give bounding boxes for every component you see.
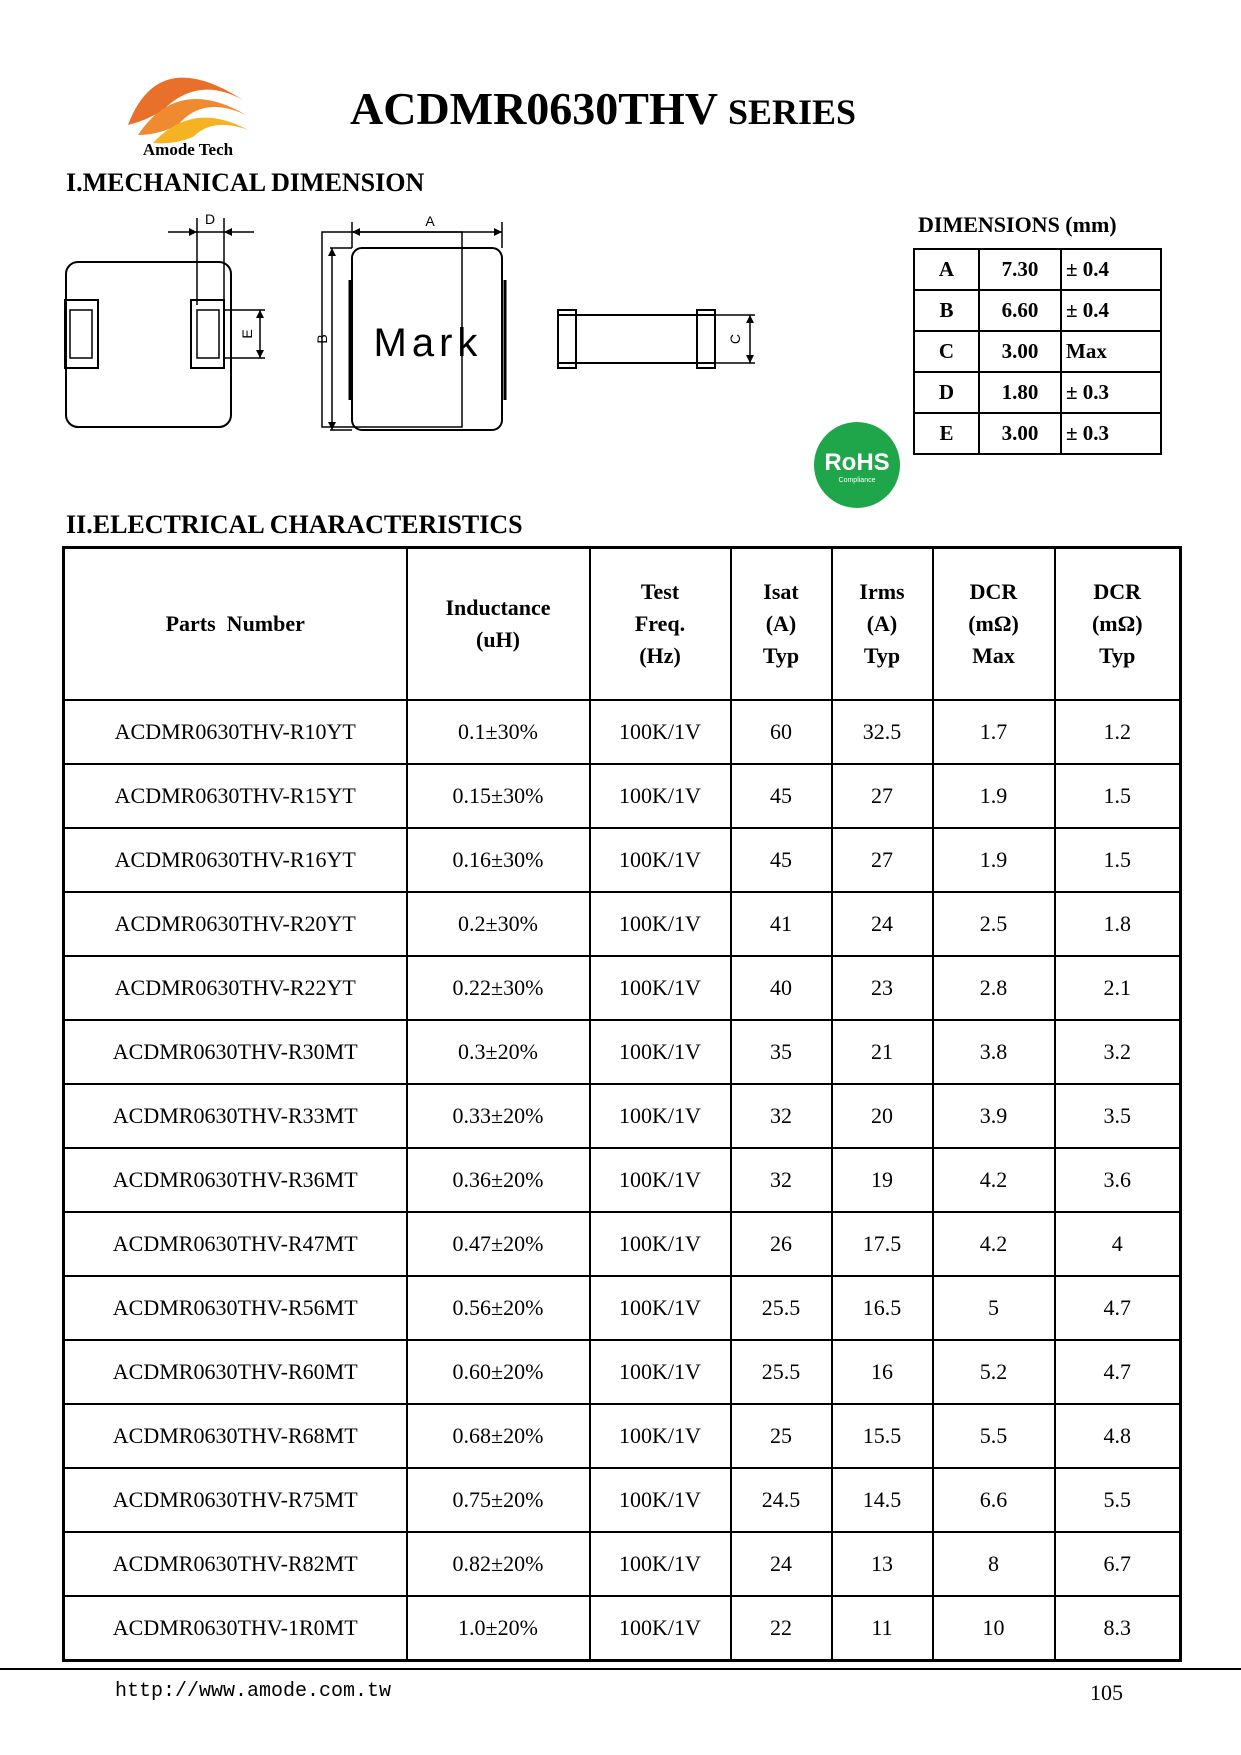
table-cell: 24: [731, 1532, 832, 1596]
table-cell: 100K/1V: [590, 1212, 731, 1276]
dimension-value: 7.30: [979, 249, 1061, 290]
table-cell: 25.5: [731, 1340, 832, 1404]
table-row: [64, 1340, 1181, 1404]
dimension-row: [914, 249, 1161, 290]
dimension-value: 6.60: [979, 290, 1061, 331]
table-cell: 0.22±30%: [407, 956, 590, 1020]
table-row: [64, 1532, 1181, 1596]
dimension-row: [914, 331, 1161, 372]
column-header: [64, 548, 407, 701]
table-cell: ACDMR0630THV-R68MT: [64, 1404, 407, 1468]
table-cell: ACDMR0630THV-R82MT: [64, 1532, 407, 1596]
table-cell: 0.75±20%: [407, 1468, 590, 1532]
section-heading-electrical: II.ELECTRICAL CHARACTERISTICS: [66, 510, 523, 539]
table-cell: 5.5: [1055, 1468, 1181, 1532]
table-cell: ACDMR0630THV-R75MT: [64, 1468, 407, 1532]
table-cell: ACDMR0630THV-R15YT: [64, 764, 407, 828]
table-cell: 14.5: [832, 1468, 933, 1532]
table-cell: ACDMR0630THV-R10YT: [64, 700, 407, 764]
table-cell: 41: [731, 892, 832, 956]
table-row: [64, 828, 1181, 892]
table-cell: 0.16±30%: [407, 828, 590, 892]
column-header: [1055, 548, 1181, 701]
table-cell: 3.6: [1055, 1148, 1181, 1212]
column-header-line: DCR: [1093, 579, 1142, 604]
page-number: 105: [1090, 1680, 1123, 1705]
table-cell: ACDMR0630THV-R47MT: [64, 1212, 407, 1276]
table-cell: 0.3±20%: [407, 1020, 590, 1084]
dimension-row: [914, 413, 1161, 454]
dimension-tol: ± 0.4: [1061, 249, 1161, 290]
dim-label-c: C: [727, 333, 743, 345]
table-row: [64, 1596, 1181, 1661]
table-cell: 4.2: [933, 1212, 1055, 1276]
column-header: [590, 548, 731, 701]
dim-label-d: D: [204, 211, 216, 227]
table-cell: 24.5: [731, 1468, 832, 1532]
table-cell: 11: [832, 1596, 933, 1661]
table-row: [64, 1404, 1181, 1468]
table-cell: 20: [832, 1084, 933, 1148]
table-cell: 4.8: [1055, 1404, 1181, 1468]
mark-text: Mark: [373, 321, 483, 365]
table-row: [64, 764, 1181, 828]
table-cell: ACDMR0630THV-R30MT: [64, 1020, 407, 1084]
table-cell: 32: [731, 1084, 832, 1148]
dimension-value: 3.00: [979, 413, 1061, 454]
rohs-text: RoHS: [824, 449, 890, 476]
column-header-line: (A): [765, 611, 797, 636]
column-header-line: Parts Number: [165, 611, 305, 636]
column-header: [933, 548, 1055, 701]
dim-label-a: A: [425, 213, 435, 229]
table-row: [64, 700, 1181, 764]
dimension-tol: Max: [1061, 331, 1161, 372]
table-cell: 100K/1V: [590, 1404, 731, 1468]
dimension-value: 1.80: [979, 372, 1061, 413]
table-cell: 100K/1V: [590, 1340, 731, 1404]
table-row: [64, 1084, 1181, 1148]
table-cell: 17.5: [832, 1212, 933, 1276]
table-cell: 1.9: [933, 764, 1055, 828]
table-cell: 10: [933, 1596, 1055, 1661]
table-cell: 100K/1V: [590, 956, 731, 1020]
footer-url: http://www.amode.com.tw: [115, 1680, 392, 1703]
electrical-table: [62, 546, 1182, 1662]
table-row: [64, 1276, 1181, 1340]
table-cell: 0.33±20%: [407, 1084, 590, 1148]
table-cell: 100K/1V: [590, 1276, 731, 1340]
table-cell: 4.7: [1055, 1340, 1181, 1404]
table-cell: 32.5: [832, 700, 933, 764]
table-cell: 5.5: [933, 1404, 1055, 1468]
table-cell: 100K/1V: [590, 1532, 731, 1596]
table-cell: 3.5: [1055, 1084, 1181, 1148]
table-cell: 21: [832, 1020, 933, 1084]
column-header-line: (uH): [476, 627, 520, 652]
dimension-tol: ± 0.4: [1061, 290, 1161, 331]
table-cell: 100K/1V: [590, 700, 731, 764]
table-row: [64, 892, 1181, 956]
table-cell: 16.5: [832, 1276, 933, 1340]
column-header: [731, 548, 832, 701]
table-cell: ACDMR0630THV-R16YT: [64, 828, 407, 892]
table-cell: ACDMR0630THV-R20YT: [64, 892, 407, 956]
table-cell: 40: [731, 956, 832, 1020]
column-header-line: (mΩ): [1091, 611, 1143, 636]
page-title: [350, 82, 856, 135]
table-cell: 100K/1V: [590, 1148, 731, 1212]
logo-text: Amode Tech: [142, 140, 234, 159]
dimension-key: D: [914, 372, 979, 413]
dim-label-e: E: [239, 329, 255, 339]
dimension-value: 3.00: [979, 331, 1061, 372]
table-cell: 0.60±20%: [407, 1340, 590, 1404]
table-cell: 8: [933, 1532, 1055, 1596]
table-row: [64, 1212, 1181, 1276]
column-header-line: DCR: [969, 579, 1018, 604]
table-cell: 4.7: [1055, 1276, 1181, 1340]
table-cell: ACDMR0630THV-R60MT: [64, 1340, 407, 1404]
column-header-line: (A): [866, 611, 898, 636]
table-cell: 5: [933, 1276, 1055, 1340]
title-series: SERIES: [727, 92, 857, 132]
dim-label-b: B: [314, 334, 330, 344]
table-cell: 0.2±30%: [407, 892, 590, 956]
table-cell: 2.8: [933, 956, 1055, 1020]
column-header-line: Typ: [1099, 643, 1136, 668]
table-cell: 22: [731, 1596, 832, 1661]
section-heading-mechanical: I.MECHANICAL DIMENSION: [66, 168, 425, 197]
table-cell: 1.7: [933, 700, 1055, 764]
column-header-line: Irms: [859, 579, 905, 604]
column-header-line: Isat: [763, 579, 799, 604]
column-header-line: (mΩ): [968, 611, 1019, 636]
table-cell: ACDMR0630THV-R22YT: [64, 956, 407, 1020]
dimension-row: [914, 290, 1161, 331]
table-cell: 27: [832, 828, 933, 892]
dimensions-title: DIMENSIONS (mm): [918, 212, 1117, 237]
table-cell: 1.2: [1055, 700, 1181, 764]
dimension-key: C: [914, 331, 979, 372]
column-header-line: Freq.: [634, 611, 686, 636]
table-cell: 0.82±20%: [407, 1532, 590, 1596]
table-cell: 26: [731, 1212, 832, 1276]
column-header-line: Typ: [863, 643, 901, 668]
column-header-line: Typ: [762, 643, 800, 668]
table-row: [64, 1468, 1181, 1532]
table-cell: ACDMR0630THV-1R0MT: [64, 1596, 407, 1661]
table-cell: 6.6: [933, 1468, 1055, 1532]
table-cell: 0.68±20%: [407, 1404, 590, 1468]
table-cell: 0.36±20%: [407, 1148, 590, 1212]
dimension-key: A: [914, 249, 979, 290]
table-cell: 0.1±30%: [407, 700, 590, 764]
table-cell: 35: [731, 1020, 832, 1084]
table-cell: 60: [731, 700, 832, 764]
table-cell: 3.9: [933, 1084, 1055, 1148]
rohs-badge-icon: [812, 420, 902, 510]
table-cell: 2.1: [1055, 956, 1181, 1020]
table-cell: 100K/1V: [590, 1596, 731, 1661]
table-cell: 100K/1V: [590, 1020, 731, 1084]
table-cell: 2.5: [933, 892, 1055, 956]
table-header-row: [64, 548, 1181, 701]
table-row: [64, 1020, 1181, 1084]
footer-divider: [0, 1668, 1241, 1670]
mechanical-drawing: [60, 210, 780, 435]
table-cell: 100K/1V: [590, 764, 731, 828]
dimension-key: B: [914, 290, 979, 331]
table-cell: 8.3: [1055, 1596, 1181, 1661]
dimension-row: [914, 372, 1161, 413]
table-cell: ACDMR0630THV-R36MT: [64, 1148, 407, 1212]
table-cell: 1.5: [1055, 764, 1181, 828]
table-cell: 3.2: [1055, 1020, 1181, 1084]
rohs-subtext: Compliance: [838, 477, 876, 484]
column-header-line: Max: [972, 643, 1015, 668]
table-cell: 6.7: [1055, 1532, 1181, 1596]
table-cell: 0.15±30%: [407, 764, 590, 828]
table-cell: 25: [731, 1404, 832, 1468]
table-cell: 4.2: [933, 1148, 1055, 1212]
column-header-line: (Hz): [639, 643, 681, 668]
table-cell: 32: [731, 1148, 832, 1212]
column-header-line: Test: [640, 579, 680, 604]
table-cell: 1.8: [1055, 892, 1181, 956]
dimension-tol: ± 0.3: [1061, 413, 1161, 454]
table-cell: 19: [832, 1148, 933, 1212]
table-cell: 1.5: [1055, 828, 1181, 892]
table-cell: 13: [832, 1532, 933, 1596]
table-cell: ACDMR0630THV-R56MT: [64, 1276, 407, 1340]
table-cell: 3.8: [933, 1020, 1055, 1084]
table-cell: 27: [832, 764, 933, 828]
table-cell: 1.9: [933, 828, 1055, 892]
dimensions-table: [913, 248, 1162, 455]
table-cell: 25.5: [731, 1276, 832, 1340]
table-cell: 100K/1V: [590, 892, 731, 956]
table-cell: 45: [731, 828, 832, 892]
table-cell: 23: [832, 956, 933, 1020]
table-cell: 5.2: [933, 1340, 1055, 1404]
table-row: [64, 956, 1181, 1020]
table-cell: 1.0±20%: [407, 1596, 590, 1661]
table-cell: 0.56±20%: [407, 1276, 590, 1340]
table-cell: ACDMR0630THV-R33MT: [64, 1084, 407, 1148]
table-cell: 0.47±20%: [407, 1212, 590, 1276]
dimension-key: E: [914, 413, 979, 454]
table-cell: 15.5: [832, 1404, 933, 1468]
dimension-tol: ± 0.3: [1061, 372, 1161, 413]
column-header-line: Inductance: [445, 595, 551, 620]
table-cell: 100K/1V: [590, 1084, 731, 1148]
table-row: [64, 1148, 1181, 1212]
table-cell: 100K/1V: [590, 1468, 731, 1532]
table-cell: 100K/1V: [590, 828, 731, 892]
column-header: [407, 548, 590, 701]
title-part-number: ACDMR0630THV: [350, 83, 718, 134]
table-cell: 45: [731, 764, 832, 828]
table-cell: 4: [1055, 1212, 1181, 1276]
table-cell: 24: [832, 892, 933, 956]
table-cell: 16: [832, 1340, 933, 1404]
column-header: [832, 548, 933, 701]
